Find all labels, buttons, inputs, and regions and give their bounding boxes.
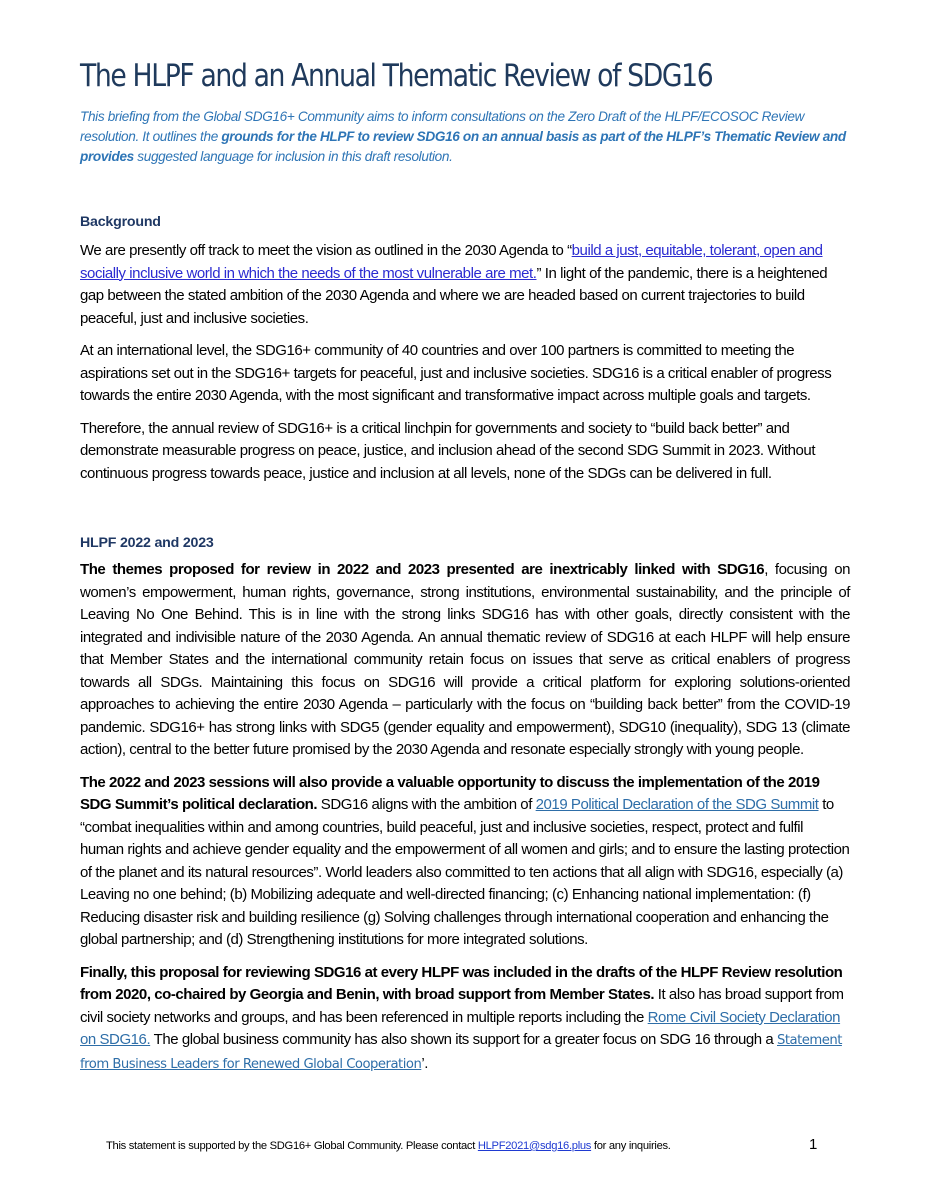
intro-text-end: suggested language for inclusion in this draft resolution.: [133, 149, 453, 164]
paragraph-bold-text: The 2022 and 2023 sessions will also provide a valuable opportunity to discuss the implementation of the 2019 SDG Summit’s political declaration.: [80, 773, 820, 813]
paragraph-text: to “combat inequalities within and among countries, build peaceful, just and inclusive societies, respect, protect and fulfil human rights and achieve gender equality and the empowerment of all women and girls; and to ensure the lasting protection of the planet and its natural resources”. World leaders also committed to ten actions that all align with SDG16, especially (a) Leaving no one behind; (b) Mobilizing adequate and well-directed financing; (c) Enhancing national implementation: (f) Reducing disaster risk and building resilience (g) Solving challenges through international cooperation and enhancing the global partnership; and (d) Strengthening institutions for more integrated solutions.: [80, 796, 850, 948]
background-paragraph-3: Therefore, the annual review of SDG16+ is a critical linchpin for governments and society to “build back better” and demonstrate measurable progress on peace, justice, and inclusion ahead of the second SDG Summit in 2023. Without continuous progress towards peace, justice and inclusion at all levels, none of the SDGs can be delivered in full.: [80, 419, 816, 482]
footer-text: This statement is supported by the SDG16+ Global Community. Please contact: [106, 1140, 478, 1152]
agenda-quote-link[interactable]: build a just, equitable, tolerant, open and socially inclusive world in which the needs of the most vulnerable are met.: [80, 242, 823, 282]
paragraph-text: It also has broad support from civil society networks and groups, and has been referenced in multiple reports including the: [80, 986, 844, 1026]
hlpf-section: [80, 533, 850, 1076]
paragraph-text: ’.: [421, 1054, 428, 1072]
business-leaders-statement-link[interactable]: Statement from Business Leaders for Renewed Global Cooperation: [80, 1033, 842, 1072]
political-declaration-link[interactable]: 2019 Political Declaration of the SDG Summit: [535, 796, 819, 813]
paragraph-text: , focusing on women’s empowerment, human rights, governance, strong institutions, environmental sustainability, and the principle of Leaving No One Behind. This is in line with the strong links SDG16 has with other goals, directly consistent with the integrated and indivisible nature of the 2030 Agenda. An annual thematic review of SDG16 at each HLPF will help ensure that Member States and the international community retain focus on issues that serve as critical enablers of progress towards all SDGs. Maintaining this focus on SDG16 will provide a critical platform for exploring solutions-oriented approaches to achieving the entire 2030 Agenda – particularly with the focus on “building back better” from the COVID-19 pandemic. SDG16+ has strong links with SDG5 (gender equality and empowerment), SDG10 (inequality), SDG 13 (climate action), central to the better future promised by the 2030 Agenda and resonate especially strongly with young people.: [80, 561, 850, 758]
intro-summary: [80, 107, 850, 167]
rome-declaration-link[interactable]: Rome Civil Society Declaration on SDG16.: [80, 1008, 841, 1048]
paragraph-text: The global business community has also shown its support for a greater focus on SDG 16 through a: [150, 1031, 777, 1048]
hlpf-paragraph-3: [80, 962, 850, 1077]
hlpf-heading: HLPF 2022 and 2023: [80, 535, 214, 551]
paragraph-bold-text: Finally, this proposal for reviewing SDG16 at every HLPF was included in the drafts of the HLPF Review resolution from 2020, co-chaired by Georgia and Benin, with broad support from Member States.: [80, 963, 843, 1003]
intro-bold-text: grounds for the HLPF to review SDG16 on an annual basis as part of the HLPF’s Thematic Review and provides: [80, 129, 846, 164]
hlpf-paragraph-1: [80, 559, 850, 762]
intro-text: This briefing from the Global SDG16+ Community aims to inform consultations on the Zero Draft of the HLPF/ECOSOC Review resolution. It outlines the: [80, 109, 805, 144]
paragraph-bold-text: The themes proposed for review in 2022 and 2023 presented are inextricably linked with SDG16: [80, 561, 765, 578]
background-heading: Background: [80, 214, 161, 230]
paragraph-text: SDG16 aligns with the ambition of: [317, 796, 536, 813]
background-paragraph-2: At an international level, the SDG16+ community of 40 countries and over 100 partners is committed to meeting the aspirations set out in the SDG16+ targets for peaceful, just and inclusive societies. SDG16 is a critical enabler of progress towards the entire 2030 Agenda, with the most significant and transformative impact across multiple goals and targets.: [80, 342, 832, 404]
contact-email-link[interactable]: HLPF2021@sdg16.plus: [477, 1140, 592, 1152]
document-title: The HLPF and an Annual Thematic Review of SDG16: [80, 58, 713, 94]
paragraph-text: ” In light of the pandemic, there is a heightened gap between the stated ambition of the 2030 Agenda and where we are headed based on current trajectories to build peaceful, just and inclusive societies.: [80, 264, 828, 327]
page-number: 1: [809, 1136, 818, 1153]
background-section: [80, 212, 850, 485]
paragraph-text: We are presently off track to meet the vision as outlined in the 2030 Agenda to “: [80, 242, 572, 259]
footer-text-end: for any inquiries.: [591, 1140, 671, 1152]
hlpf-paragraph-2: [80, 772, 850, 952]
background-paragraph-1: [80, 240, 850, 330]
page-footer: [106, 1140, 671, 1152]
